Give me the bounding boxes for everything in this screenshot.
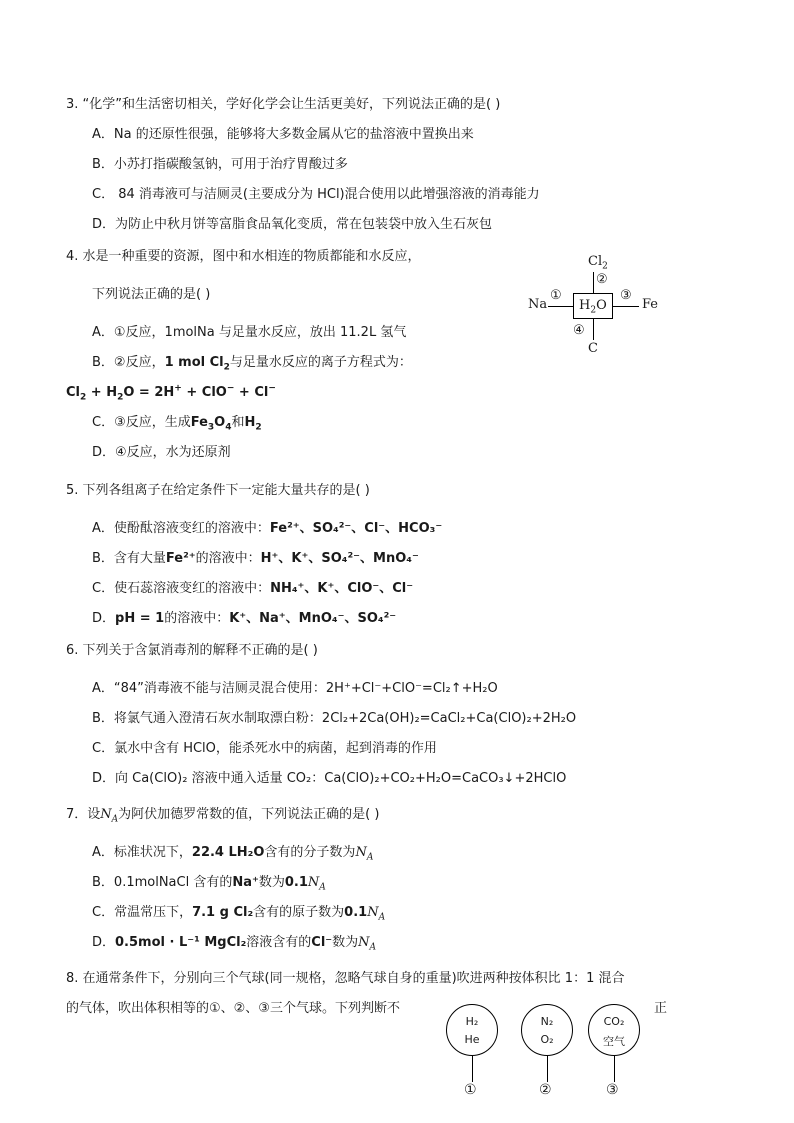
q7-option-c: C．常温常压下，7.1 g Cl₂含有的原子数为$0.1N_A$ [92,905,386,923]
q6-option-b: B．将氯气通入澄清石灰水制取漂白粉：2Cl₂+2Ca(OH)₂=CaCl₂+Ca(ClO)₂+2H₂O [92,711,577,726]
q3-stem: 3. “化学”和生活密切相关，学好化学会让生活更美好，下列说法正确的是( ) [66,97,501,112]
q8-stem-line2-tail: 正 [654,1001,668,1016]
q3-option-b: B．小苏打指碳酸氢钠，可用于治疗胃酸过多 [92,157,348,172]
q4-b-amount: 1 mol Cl [164,355,224,370]
q5-option-a: A．使酚酞溶液变红的溶液中：Fe²⁺、SO₄²⁻、Cl⁻、HCO₃⁻ [92,521,443,536]
diagram-h2o-label: $H_2O$ [579,298,607,316]
balloon-3-string [614,1056,615,1082]
balloon-2-number: ② [539,1082,552,1098]
q8-stem-line2: 的气体，吹出体积相等的①、②、③三个气球。下列判断不 [66,1001,400,1016]
q6-stem: 6. 下列关于含氯消毒剂的解释不正确的是( ) [66,643,318,658]
q3-option-d: D．为防止中秋月饼等富脂食品氧化变质，常在包装袋中放入生石灰包 [92,217,493,232]
diagram-line-bottom [593,319,594,340]
q5-option-d: D．pH = 1的溶液中：K⁺、Na⁺、MnO₄⁻、SO₄²⁻ [92,611,397,626]
balloon-1-gas-1: H₂ [465,1015,479,1028]
q4-stem-line2: 下列说法正确的是( ) [92,287,211,302]
q7-option-a: A．标准状况下，22.4 LH₂O含有的分子数为$N_A$ [92,845,374,863]
q3-option-c: C． 84 消毒液可与洁厕灵(主要成分为 HCl)混合使用以此增强溶液的消毒能力 [92,187,540,202]
balloon-3-number: ③ [606,1082,619,1098]
q6-option-a: A．“84”消毒液不能与洁厕灵混合使用：2H⁺+Cl⁻+ClO⁻=Cl₂↑+H₂O [92,681,498,696]
balloon-3-gas-1: CO₂ [603,1015,625,1028]
diagram-fe-label: Fe [642,297,659,312]
q4-equation: $Cl_2 + H_2O = 2H^+ + ClO^- + Cl^-$ [66,383,276,403]
diagram-c-label: C [588,341,598,356]
balloon-2 [521,1004,573,1056]
q5-stem: 5. 下列各组离子在给定条件下一定能大量共存的是( ) [66,483,370,498]
q5-option-c: C．使石蕊溶液变红的溶液中：NH₄⁺、K⁺、ClO⁻、Cl⁻ [92,581,414,596]
diagram-num-1: ① [550,288,562,303]
q4-option-b: B．②反应，1 mol $Cl_2$与足量水反应的离子方程式为： [92,355,412,373]
q4-b-prefix: B．②反应， [92,355,165,370]
balloon-3-gas-2: 空气 [603,1035,625,1048]
diagram-num-2: ② [596,272,608,287]
diagram-line-right [613,306,639,307]
q7-option-b: B．0.1molNaCl 含有的Na⁺数为$0.1N_A$ [92,875,326,893]
balloon-diagram [440,1000,670,1123]
q4-b-suffix: 与足量水反应的离子方程式为： [229,355,412,370]
balloon-2-gas-2: O₂ [540,1033,554,1046]
water-reaction-diagram [522,252,672,362]
q6-option-d: D．向 Ca(ClO)₂ 溶液中通入适量 CO₂：Ca(ClO)₂+CO₂+H₂O=CaCO₃↓+2HClO [92,771,567,786]
q4-option-d: D．④反应，水为还原剂 [92,445,231,460]
balloon-1-gas-2: He [464,1033,480,1046]
balloon-1 [446,1004,498,1056]
q3-option-a: A．Na 的还原性很强，能够将大多数金属从它的盐溶液中置换出来 [92,127,474,142]
balloon-2-string [547,1056,548,1082]
diagram-h2o-box [573,293,613,319]
diagram-num-3: ③ [620,288,632,303]
diagram-cl2-label: $Cl_2$ [588,254,608,272]
q6-option-c: C．氯水中含有 HClO，能杀死水中的病菌，起到消毒的作用 [92,741,437,756]
balloon-2-gas-1: N₂ [540,1015,554,1028]
balloon-1-number: ① [464,1082,477,1098]
diagram-line-left [548,306,573,307]
q4-stem-line1: 4. 水是一种重要的资源，图中和水相连的物质都能和水反应， [66,249,421,264]
diagram-na-label: Na [528,297,548,312]
q5-option-b: B．含有大量Fe²⁺的溶液中：H⁺、K⁺、SO₄²⁻、MnO₄⁻ [92,551,419,566]
q8-stem-line1: 8. 在通常条件下，分别向三个气球(同一规格，忽略气球自身的重量)吹进两种按体积比 1：1 混合 [66,971,625,986]
diagram-num-4: ④ [573,323,585,338]
balloon-1-string [472,1056,473,1082]
q7-stem: 7．设$N_A$为阿伏加德罗常数的值，下列说法正确的是( ) [66,807,380,825]
q7-option-d: D．0.5mol · L⁻¹ MgCl₂溶液含有的Cl⁻数为$N_A$ [92,935,377,953]
balloon-3 [588,1004,640,1056]
diagram-line-top [593,272,594,293]
q4-option-a: A．①反应，1molNa 与足量水反应，放出 11.2L 氢气 [92,325,407,340]
q4-option-c: C．③反应，生成$Fe_3O_4$和$H_2$ [92,415,262,433]
